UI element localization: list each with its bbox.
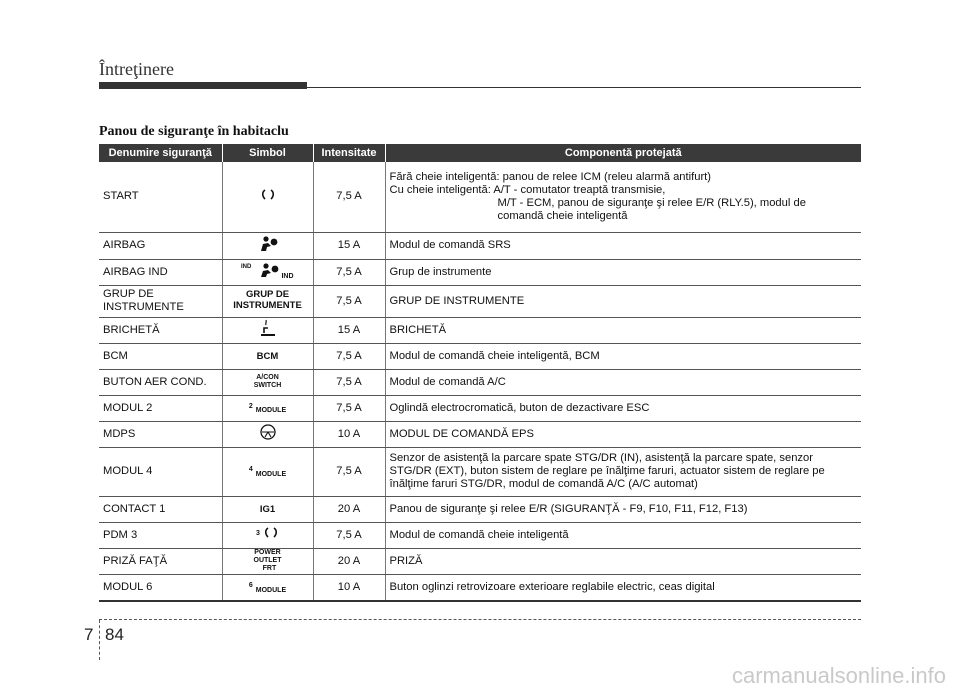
component-line: STG/DR (EXT), buton sistem de reglare pe înălţime faruri, actuator sistem de reglare pe [389,465,825,477]
symbol-label: MODULE [255,586,287,594]
protected-component [385,548,861,574]
fuse-name: CONTACT 1 [99,496,222,522]
steering-icon [259,423,277,445]
table-row [99,522,861,548]
fuse-amperage: 7,5 A [313,447,385,496]
component-line: Grup de instrumente [389,265,492,278]
fuse-symbol [222,317,313,343]
fuse-symbol [222,343,313,369]
component-line: Modul de comandă A/C [389,375,506,388]
table-row [99,421,861,447]
table-row [99,162,861,232]
protected-component [385,496,861,522]
component-line-indented: comandă cheie inteligentă [497,209,628,222]
lighter-icon [260,319,276,341]
fuse-amperage: 10 A [313,421,385,447]
fuse-symbol [222,421,313,447]
fuse-symbol [222,285,313,317]
fuse-symbol [222,162,313,232]
table-title: Panou de siguranţe în habitaclu [99,124,289,139]
symbol-label: GRUP DE INSTRUMENTE [233,289,302,311]
fuse-symbol [222,232,313,259]
fuse-symbol [222,395,313,421]
header-rule-thin [307,87,861,88]
protected-component [385,317,861,343]
protected-component [385,447,861,496]
protected-component [385,574,861,601]
fuse-name: PRIZĂ FAŢĂ [99,548,222,574]
page-number: 84 [105,625,124,644]
fuse-amperage: 15 A [313,232,385,259]
fuse-symbol [222,369,313,395]
fuse-amperage: 7,5 A [313,395,385,421]
fuse-symbol [222,574,313,601]
fuse-table-wrapper [99,144,861,602]
symbol-label: IG1 [259,503,276,515]
table-row [99,548,861,574]
module-superscript: 2 [248,402,253,410]
table-row [99,447,861,496]
component-line: Modul de comandă cheie inteligentă [389,528,569,541]
component-line: înălţime faruri STG/DR, modul de comandă A/C (A/C automat) [389,478,698,490]
watermark: carmanualsonline.info [731,663,946,688]
table-row [99,395,861,421]
component-line: Senzor de asistenţă la parcare spate STG/DR (IN), asistenţă la parcare spate, senzor [389,452,813,464]
symbol-label: MODULE [255,470,287,478]
fuse-symbol [222,496,313,522]
fuse-name: GRUP DE INSTRUMENTE [99,285,222,317]
table-row [99,259,861,285]
section-header-title: Întreţinere [99,59,174,79]
fuse-name: AIRBAG [99,232,222,259]
component-line: Cu cheie inteligentă: A/T - comutator treaptă transmisie, [389,183,666,196]
airbag-ind-icon [241,262,281,282]
component-line: Modul de comandă SRS [389,239,511,251]
fuse-name: BCM [99,343,222,369]
protected-component [385,343,861,369]
symbol-label: POWER OUTLET FRT [253,548,282,572]
table-row [99,496,861,522]
fuse-amperage: 7,5 A [313,162,385,232]
protected-component [385,522,861,548]
protected-component [385,259,861,285]
symbol-label: MODULE [255,407,287,415]
symbol-label: IND [281,273,294,280]
key-icon [260,188,276,206]
fuse-name: BRICHETĂ [99,317,222,343]
svg-text:IND: IND [241,264,252,270]
footer-rule [99,619,861,620]
component-line: BRICHETĂ [389,323,447,336]
table-row [99,343,861,369]
fuse-amperage: 7,5 A [313,285,385,317]
fuse-amperage: 7,5 A [313,522,385,548]
fuse-amperage: 15 A [313,317,385,343]
fuse-amperage: 7,5 A [313,369,385,395]
component-line-indented: M/T - ECM, panou de siguranţe şi relee E/R (RLY.5), modul de [497,196,806,209]
protected-component [385,232,861,259]
module-superscript: 4 [248,466,253,474]
fuse-name: START [99,162,222,232]
table-body [99,162,861,601]
fuse-table [99,144,861,602]
footer-vertical-rule [99,620,100,660]
protected-component [385,162,861,232]
fuse-symbol [222,548,313,574]
fuse-name: MODUL 6 [99,574,222,601]
column-header: Intensitate [313,144,385,162]
component-line: Fără cheie inteligentă: panou de relee ICM (releu alarmă antifurt) [389,170,711,183]
airbag-icon [257,236,279,256]
symbol-label: BCM [256,350,279,362]
protected-component [385,369,861,395]
protected-component [385,285,861,317]
table-row [99,317,861,343]
table-row [99,285,861,317]
table-row [99,232,861,259]
module-superscript: 6 [248,581,253,589]
chapter-number: 7 [84,625,94,644]
fuse-name: MODUL 4 [99,447,222,496]
column-header: Denumire siguranţă [99,144,222,162]
fuse-symbol [222,259,313,285]
fuse-name: AIRBAG IND [99,259,222,285]
fuse-name: PDM 3 [99,522,222,548]
fuse-amperage: 10 A [313,574,385,601]
module-superscript: 3 [256,530,260,538]
component-line: MODUL DE COMANDĂ EPS [389,427,534,440]
table-row [99,369,861,395]
column-header: Simbol [222,144,313,162]
component-line: Oglindă electrocromatică, buton de dezactivare ESC [389,401,650,414]
key-icon [263,526,279,544]
fuse-symbol [222,447,313,496]
fuse-amperage: 7,5 A [313,343,385,369]
component-line: GRUP DE INSTRUMENTE [389,294,525,307]
header-rule-thick [99,82,307,89]
component-line: Modul de comandă cheie inteligentă, BCM [389,349,600,362]
table-header-row [99,144,861,162]
fuse-amperage: 20 A [313,548,385,574]
column-header: Componentă protejată [385,144,861,162]
fuse-amperage: 20 A [313,496,385,522]
fuse-name: MDPS [99,421,222,447]
fuse-symbol [222,522,313,548]
protected-component [385,421,861,447]
fuse-amperage: 7,5 A [313,259,385,285]
fuse-name: MODUL 2 [99,395,222,421]
component-line: PRIZĂ [389,554,423,567]
component-line: Panou de siguranţe şi relee E/R (SIGURANŢĂ - F9, F10, F11, F12, F13) [389,502,748,515]
table-row [99,574,861,601]
protected-component [385,395,861,421]
component-line: Buton oglinzi retrovizoare exterioare reglabile electric, ceas digital [389,580,715,593]
fuse-name: BUTON AER COND. [99,369,222,395]
symbol-label: A/CON SWITCH [253,373,282,389]
